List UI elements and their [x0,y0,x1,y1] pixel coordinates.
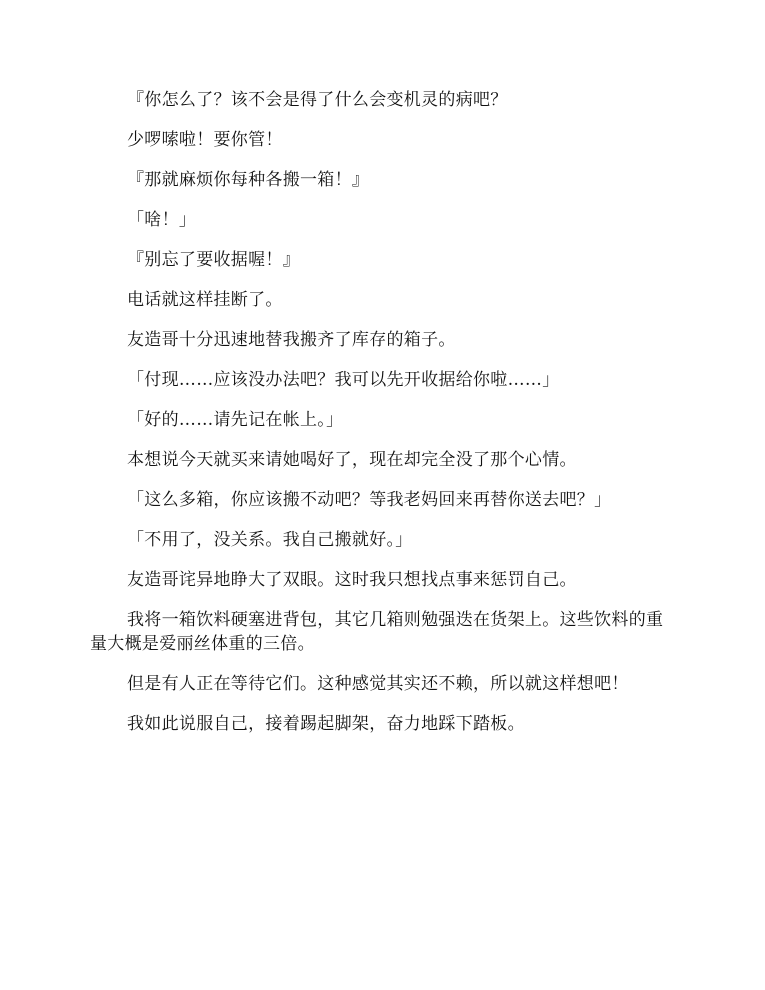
paragraph: 『你怎么了？该不会是得了什么会变机灵的病吧？ [127,90,508,110]
paragraph: 『别忘了要收据喔！』 [127,250,300,270]
paragraph: 但是有人正在等待它们。这种感觉其实还不赖，所以就这样想吧！ [127,674,629,694]
paragraph: 我如此说服自己，接着踢起脚架，奋力地踩下踏板。 [127,714,525,734]
paragraph: 我将一箱饮料硬塞进背包，其它几箱则勉强迭在货架上。这些饮料的重量大概是爱丽丝体重的三倍。 [90,610,664,654]
paragraph: 友造哥十分迅速地替我搬齐了库存的箱子。 [127,330,456,350]
paragraph: 电话就这样挂断了。 [127,290,283,310]
paragraph: 友造哥诧异地睁大了双眼。这时我只想找点事来惩罚自己。 [127,570,577,590]
paragraph: 本想说今天就买来请她喝好了，现在却完全没了那个心情。 [127,450,577,470]
paragraph: 少啰嗦啦！要你管！ [127,130,283,150]
paragraph: 「不用了，没关系。我自己搬就好。」 [127,530,413,550]
paragraph: 「啥！」 [127,210,197,230]
paragraph: 「付现……应该没办法吧？我可以先开收据给你啦……」 [127,370,560,390]
paragraph: 「好的……请先记在帐上。」 [127,410,344,430]
document-page [90,88,678,752]
paragraph: 『那就麻烦你每种各搬一箱！』 [127,170,370,190]
paragraph: 「这么多箱，你应该搬不动吧？等我老妈回来再替你送去吧？」 [127,490,612,510]
